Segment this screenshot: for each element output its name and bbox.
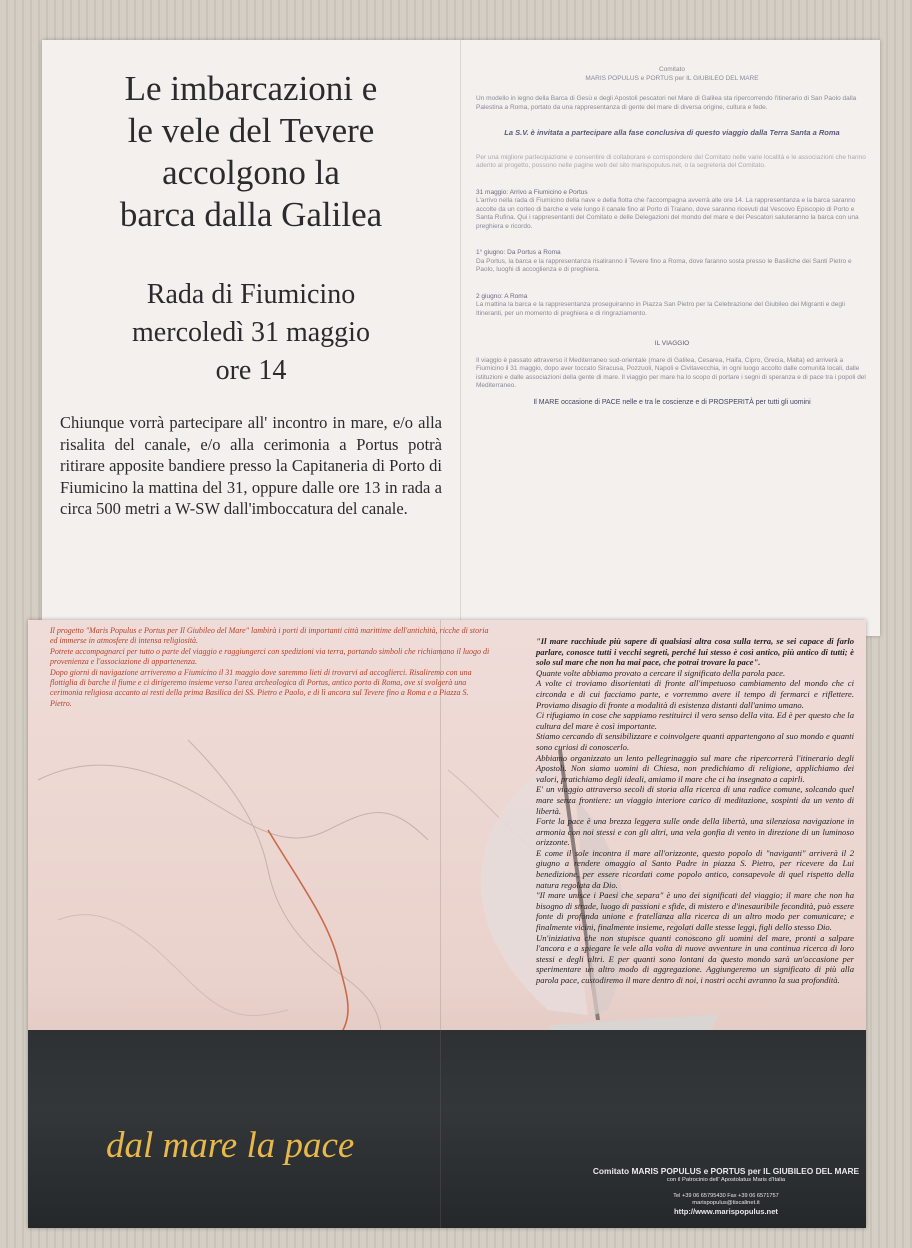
announcement-column xyxy=(60,68,442,520)
title-line: accolgono la xyxy=(162,153,340,192)
event-location: Rada di Fiumicino xyxy=(146,279,356,310)
section-body: La mattina la barca e la rappresentanza proseguiranno in Piazza San Pietro per la Celebrazione del Giubileo dei Migranti e degli Itineranti, per un momento di preghiera e di ringraziamento. xyxy=(476,301,845,317)
poster-bottom-sheet xyxy=(28,620,866,1228)
event-date: mercoledì 31 maggio xyxy=(132,317,370,348)
reflection-paragraph: Un'iniziativa che non stupisce quanti conoscono gli uomini del mare, pronti a salpare l'ancora e a spiegare le vele alla volta di nuove avventure in una continua ricerca di loro stessi e degli altri. E per quanti sono lontani da questo mondo sarà un'occasione per sperimentare un altro modo di aggregazione. Aggiungeremo un significato di più alla parola pace, custodiremo il mare dentro di noi, i nostri occhi avranno la sua profondità. xyxy=(536,932,854,985)
invitation-line: La S.V. è invitata a partecipare alla fase conclusiva di questo viaggio dalla Terra Santa a Roma xyxy=(504,128,840,137)
project-description xyxy=(50,626,490,709)
footer-email: marispopulus@tiscalinet.it xyxy=(692,1200,760,1206)
viaggio-body: Il viaggio è passato attraverso il Mediterraneo sud-orientale (mare di Galilea, Cesarea, Haifa, Cipro, Grecia, Malta) ed arriverà a Fiumicino il 31 maggio, dopo aver toccato Siracusa, Pozzuoli, Napoli e Civitavecchia, in ogni luogo accolto dalle comunità locali, dalle istituzioni e dalle associazioni della gente di mare. Il viaggio per mare ha lo scopo di portare i segni di speranza e di pace tra i popoli del Mediterraneo. xyxy=(476,356,866,389)
section-body: Da Portus, la barca e la rappresentanza risaliranno il Tevere fino a Roma, dove faranno sosta presso le Basiliche dei Santi Pietro e Paolo, luoghi di accoglienza e di preghiera. xyxy=(476,257,852,273)
viaggio-heading: IL VIAGGIO xyxy=(654,340,690,347)
section-heading: 1° giugno: Da Portus a Roma xyxy=(476,249,561,256)
reflection-paragraph: Stiamo cercando di sensibilizzare e coinvolgere quanti appartengono al suo mondo e quanti sono curiosi di conoscerlo. xyxy=(536,731,854,752)
reflection-paragraph: Forte la pace è una brezza leggera sulle onde della libertà, una silenziosa navigazione in armonia con noi stessi e con gli altri, una vela gonfia di vento in direzione di un luminoso orizzonte. xyxy=(536,816,854,848)
program-intro: Un modello in legno della Barca di Gesù e degli Apostoli pescatori nel Mare di Galilea sta ripercorrendo l'itinerario di San Paolo dalla Palestina a Roma, portato da una rappresentanza di gente del mare di diversa origine, cultura e fede. xyxy=(476,95,857,111)
fold-line xyxy=(440,620,441,1228)
poster-title xyxy=(60,68,442,236)
program-section xyxy=(476,189,868,232)
committee-name: MARIS POPULUS e PORTUS per IL GIUBILEO DEL MARE xyxy=(585,74,759,82)
footer-url: http://www.marispopulus.net xyxy=(674,1207,778,1216)
section-heading: 31 maggio: Arrivo a Fiumicino e Portus xyxy=(476,188,588,196)
reflection-paragraph: E' un viaggio attraverso secoli di storia alla ricerca di una radice comune, solcando quel mare senza frontiere: un viaggio interiore carico di meditazione, sospinti da un vento di libertà. xyxy=(536,784,854,816)
program-section xyxy=(476,249,868,275)
reflection-text xyxy=(536,636,854,986)
poster-top-sheet xyxy=(42,40,880,636)
event-time: ore 14 xyxy=(215,355,287,386)
section-body: L'arrivo nella rada di Fiumicino della nave e della flotta che l'accompagna avverrà alle ore 14. La rappresentanza e la barca saranno accolte da un corteo di barche e vele lungo il canale fino al Porto di Traiano, dove saranno ricevuti dal Vescovo Episcopio di Porto e Santa Rufina. Qui i rappresentanti del Comitato e delle Delegazioni del mondo del mare e dei Pescatori saluteranno la barca con una preghiera e ricordo. xyxy=(476,197,859,230)
motto-line: Il MARE occasione di PACE nelle e tra le coscienze e di PROSPERITÀ per tutti gli uomini xyxy=(533,398,811,406)
reflection-paragraph: Ci rifugiamo in cose che sappiamo restituirci il vero senso della vita. Ed è per questo che la cultura del mare è così importante. xyxy=(536,710,854,731)
fold-line xyxy=(460,40,461,636)
event-datetime xyxy=(60,276,442,390)
footer-patronage: con il Patrocinio dell' Apostolatus Maris d'Italia xyxy=(666,1177,786,1183)
slogan: dal mare la pace xyxy=(106,1125,355,1166)
reflection-paragraph: "Il mare unisce i Paesi che separa" è uno dei significati del viaggio; il mare che non ha bisogno di strade, luogo di passioni e sfide, di mistero e d'inesauribile fecondità, può essere fonte di profonda unione e fratellanza alla ricerca di un altro modo per comunicare; e finalmente vicini, finalmente insieme, regolati dalle stesse leggi, figli dello stesso Dio. xyxy=(536,890,854,933)
title-line: le vele del Tevere xyxy=(127,111,375,150)
program-note: Per una migliore partecipazione e consentire di collaborare e corrispondere del Comitato nelle varie località e le associazioni che hanno aderito al progetto, possono nelle pagine web del sito marispopulus.net, o la segreteria del Comitato. xyxy=(476,153,866,169)
title-line: barca dalla Galilea xyxy=(119,195,383,234)
committee-head: Comitato xyxy=(658,66,685,73)
reflection-paragraph: Abbiamo organizzato un lento pellegrinaggio sul mare che ripercorrerà l'itinerario degli Apostoli. Non siamo uomini di Chiesa, non predichiamo di religione, applichiamo dei valori, pratichiamo degli ideali, amiamo il mare che ci ha insegnato a capirli. xyxy=(536,752,854,784)
reflection-paragraph: "Il mare racchiude più sapere di qualsiasi altra cosa sulla terra, se sei capace di farlo parlare, conosce tutti i vecchi segreti, perché lui stesso è così antico, più antico di tutti; è solo sul mare che non ha mai pace, che potrai trovare la pace". xyxy=(536,636,854,668)
footer-org: Comitato MARIS POPULUS e PORTUS per IL GIUBILEO DEL MARE xyxy=(592,1166,860,1176)
project-paragraph: Il progetto "Maris Populus e Portus per Il Giubileo del Mare" lambirà i porti di importanti città marittime dell'antichità, ricche di storia ed immerse in atmosfere di intensa religiosità. xyxy=(50,626,489,646)
project-paragraph: Potrete accompagnarci per tutto o parte del viaggio e raggiungerci con spedizioni via terra, portando simboli che richiamano il luogo di provenienza e l'associazione di appartenenza. xyxy=(50,646,490,667)
project-paragraph: Dopo giorni di navigazione arriveremo a Fiumicino il 31 maggio dove saremmo lieti di trovarvi ad accoglierci. Risaliremo con una flottiglia di barche il fiume e ci dirigeremo insieme verso l'area archeologica di Portus, antico porto di Roma, ove si svolgerà una cerimonia religiosa accanto ai resti della prima Basilica dei SS. Pietro e Paolo, e di lì ancora sul Tevere fino a Roma e a Piazza S. Pietro. xyxy=(50,667,472,708)
title-line: Le imbarcazioni e xyxy=(124,69,378,108)
program-column xyxy=(476,66,868,407)
committee-footer xyxy=(588,1166,864,1216)
reflection-paragraph: A volte ci troviamo disorientati di fronte all'impetuoso cambiamento del mondo che ci circonda e di cui facciamo parte, e vorremmo avere il tempo di fermarci e riflettere. Proviamo disagio di fronte a modalità di esistenza distanti dall'animo umano. xyxy=(536,678,854,710)
section-heading: 2 giugno: A Roma xyxy=(476,292,528,300)
invite-paragraph: Chiunque vorrà partecipare all' incontro in mare, e/o alla risalita del canale, e/o alla cerimonia a Portus potrà ritirare apposite bandiere presso la Capitaneria di Porto di Fiumicino la mattina del 31, oppure dalle ore 13 in rada a circa 500 metri a W-SW dall'imboccatura del canale. xyxy=(60,413,442,518)
reflection-paragraph: E come il sole incontra il mare all'orizzonte, questo popolo di "naviganti" arriverà il 2 giugno a rendere omaggio al Santo Padre in piazza S. Pietro, per ricevere da Lui benedizione, per essere ricordati come popolo antico, consapevole di quel rispetto della natura regolata da Dio. xyxy=(536,847,854,890)
footer-phones: Tel +39 06 65795430 Fax +39 06 6571757 xyxy=(673,1193,779,1199)
program-section xyxy=(476,293,868,319)
reflection-paragraph: Quante volte abbiamo provato a cercare il significato della parola pace. xyxy=(536,667,786,678)
